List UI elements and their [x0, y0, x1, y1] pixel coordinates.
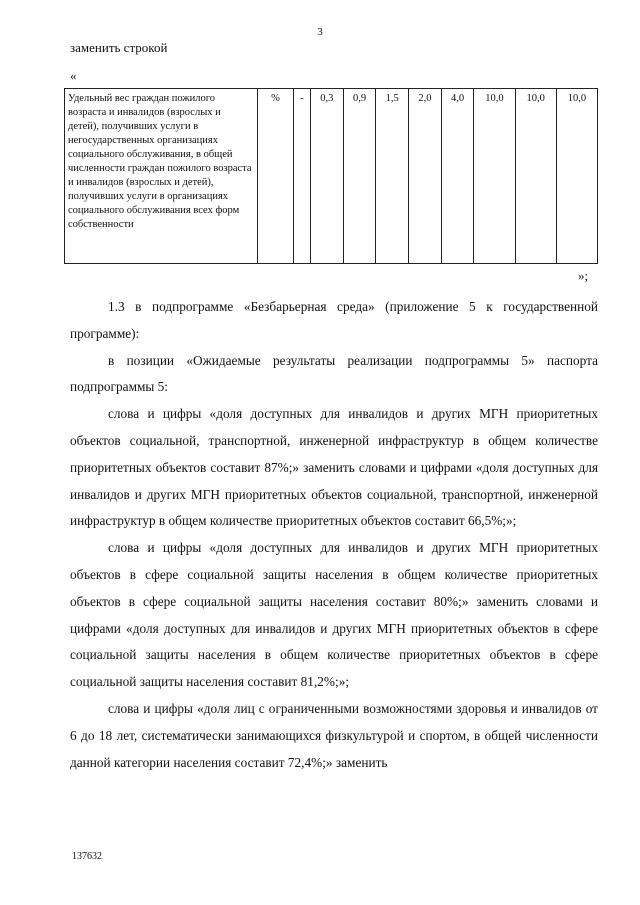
paragraph: 1.3 в подпрограмме «Безбарьерная среда» (приложение 5 к государственной программе): [70, 299, 598, 341]
paragraph: слова и цифры «доля лиц с ограниченными возможностями здоровья и инвалидов от 6 до 18 лет, систематически занимающихся физкультурой и спортом, в общей численности данной категории населения составит 72,4%;» заменить [70, 700, 598, 770]
closing-quote: »; [578, 268, 589, 283]
paragraph: слова и цифры «доля доступных для инвалидов и других МГН приоритетных объектов социальной, транспортной, инженерной инфраструктур в общем количестве приоритетных объектов составит 87%;» заменить словами и цифрами «доля доступных для инвалидов и других МГН приоритетных объектов социальной, транспортной, инженерной инфраструктур в общем количестве приоритетных объектов составит 66,5%;»; [70, 406, 598, 529]
unit-cell: % [258, 89, 294, 264]
value-cell: 10,0 [556, 89, 597, 264]
value-cell: 1,5 [376, 89, 409, 264]
replace-instruction: заменить строкой [70, 40, 168, 55]
value-cell: 10,0 [474, 89, 515, 264]
table-row [65, 89, 598, 264]
indicator-table [64, 88, 598, 264]
paragraph: в позиции «Ожидаемые результаты реализации подпрограммы 5» паспорта подпрограммы 5: [70, 352, 598, 395]
opening-quote: « [70, 68, 77, 83]
value-cell: 4,0 [441, 89, 474, 264]
value-cell: 0,9 [343, 89, 376, 264]
paragraph: слова и цифры «доля доступных для инвалидов и других МГН приоритетных объектов в сфере социальной защиты населения в общем количестве приоритетных объектов в сфере социальной защиты населения составит 80%;» заменить словами и цифрами «доля доступных для инвалидов и других МГН приоритетных объектов в сфере социальной защиты населения в общем количестве приоритетных объектов в сфере социальной защиты населения составит 81,2%;»; [70, 540, 598, 690]
page-number: 3 [317, 26, 323, 38]
indicator-description-cell: Удельный вес граждан пожилого возраста и инвалидов (взрослых и детей), получивших услуги в негосударственных организациях социального обслуживания, в общей численности граждан пожилого возраста и инвалидов (взрослых и детей), получивших услуги в организациях социального обслуживания всех форм собственности [65, 89, 258, 264]
value-cell: - [294, 89, 311, 264]
document-id: 137632 [72, 851, 102, 862]
value-cell: 0,3 [311, 89, 344, 264]
value-cell: 2,0 [409, 89, 442, 264]
value-cell: 10,0 [515, 89, 556, 264]
body-text [70, 294, 598, 776]
